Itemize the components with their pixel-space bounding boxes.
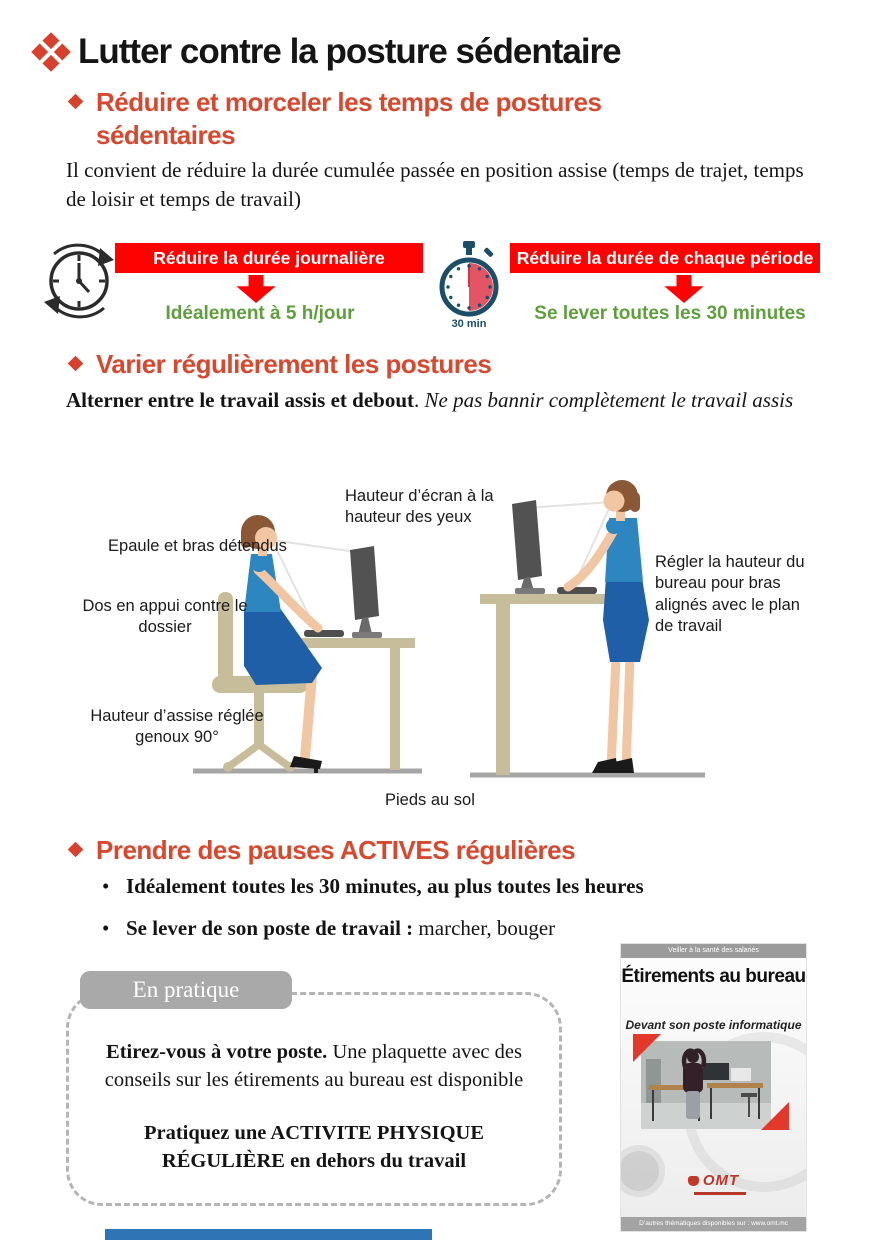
bullet-text-rest: marcher, bouger xyxy=(413,916,556,940)
page-title: Lutter contre la posture sédentaire xyxy=(78,32,621,71)
practice-stretch-text xyxy=(93,1039,535,1094)
annotation-desk-height: Régler la hauteur du bureau pour bras alignés avec le plan de travail xyxy=(655,553,805,636)
brochure-top-banner: Veiller à la santé des salariés xyxy=(621,944,806,958)
stethoscope-chestpiece-decoration xyxy=(620,1145,665,1197)
standing-person xyxy=(568,480,649,773)
omt-logo xyxy=(621,1172,806,1189)
bullet-marker: • xyxy=(102,874,110,898)
bullet-text-bold: Se lever de son poste de travail : xyxy=(126,916,414,940)
omt-logo-underline xyxy=(694,1192,746,1195)
four-diamonds-icon xyxy=(30,30,72,72)
annotation-shoulders: Epaule et bras détendus xyxy=(108,537,287,555)
bullet-item xyxy=(98,916,818,941)
diamond-bullet-icon xyxy=(68,356,84,372)
intro-paragraph: Il convient de réduire la durée cumulée passée en position assise (temps de trajet, temps de loisir et temps de travail) xyxy=(66,158,804,211)
alternate-paragraph xyxy=(66,386,826,415)
practice-stretch-bold: Etirez-vous à votre poste. xyxy=(106,1041,328,1063)
alternate-italic: Ne pas bannir complètement le travail assis xyxy=(424,388,794,412)
brochure-subtitle: Devant son poste informatique xyxy=(625,1018,802,1032)
banner-reduce-period: Réduire la durée de chaque période xyxy=(510,243,820,273)
stopwatch-caption: 30 min xyxy=(451,318,487,330)
section-heading-reduce-label: Réduire et morceler les temps de postures sédentaires xyxy=(96,87,602,150)
omt-logo-text: OMT xyxy=(702,1172,740,1189)
bullet-item xyxy=(98,874,818,899)
diamond-bullet-icon xyxy=(68,94,84,110)
section-heading-breaks xyxy=(70,834,770,867)
bullet-marker: • xyxy=(102,916,110,940)
practice-activity-text: Pratiquez une ACTIVITE PHYSIQUE RÉGULIÈRE en dehors du travail xyxy=(143,1122,484,1173)
alternate-sep: . xyxy=(414,388,425,412)
page-header xyxy=(36,34,621,69)
red-corner-icon xyxy=(633,1034,661,1062)
brochure-thumbnail xyxy=(620,943,807,1232)
daily-target-text: Idéalement à 5 h/jour xyxy=(165,303,355,324)
down-arrow-icon xyxy=(235,275,277,303)
section-heading-reduce xyxy=(70,86,670,151)
footer-blue-bar xyxy=(105,1229,432,1240)
bullet-text-bold: Idéalement toutes les 30 minutes, au plus toutes les heures xyxy=(126,874,644,898)
omt-logo-mark-icon xyxy=(688,1176,699,1186)
section-heading-breaks-label: Prendre des pauses ACTIVES régulières xyxy=(96,835,576,865)
section-heading-vary xyxy=(70,348,770,381)
clock-history-icon xyxy=(36,238,122,324)
annotation-feet: Pieds au sol xyxy=(385,791,475,809)
practice-box xyxy=(66,992,562,1206)
diamond-bullet-icon xyxy=(68,842,84,858)
brochure-title: Étirements au bureau xyxy=(621,966,806,987)
alternate-bold: Alterner entre le travail assis et debout xyxy=(66,388,414,412)
banner-reduce-daily: Réduire la durée journalière xyxy=(115,243,423,273)
section-heading-vary-label: Varier régulièrement les postures xyxy=(96,349,492,379)
stopwatch-icon xyxy=(438,241,500,319)
practice-stretch-rest: Une plaquette avec des conseils sur les étirements au bureau est disponible xyxy=(104,1041,524,1091)
annotation-screen-height: Hauteur d’écran à la hauteur des yeux xyxy=(345,487,494,527)
en-pratique-badge: En pratique xyxy=(80,971,292,1009)
annotation-back-support: Dos en appui contre le dossier xyxy=(82,597,248,637)
posture-illustration xyxy=(60,470,820,820)
annotation-seat-height: Hauteur d’assise réglée genoux 90° xyxy=(90,707,264,747)
brochure-bottom-banner: D’autres thématiques disponibles sur : www.omt.mc xyxy=(621,1217,806,1231)
period-target-text: Se lever toutes les 30 minutes xyxy=(534,303,806,324)
down-arrow-icon xyxy=(663,275,705,303)
red-corner-icon xyxy=(761,1102,789,1130)
